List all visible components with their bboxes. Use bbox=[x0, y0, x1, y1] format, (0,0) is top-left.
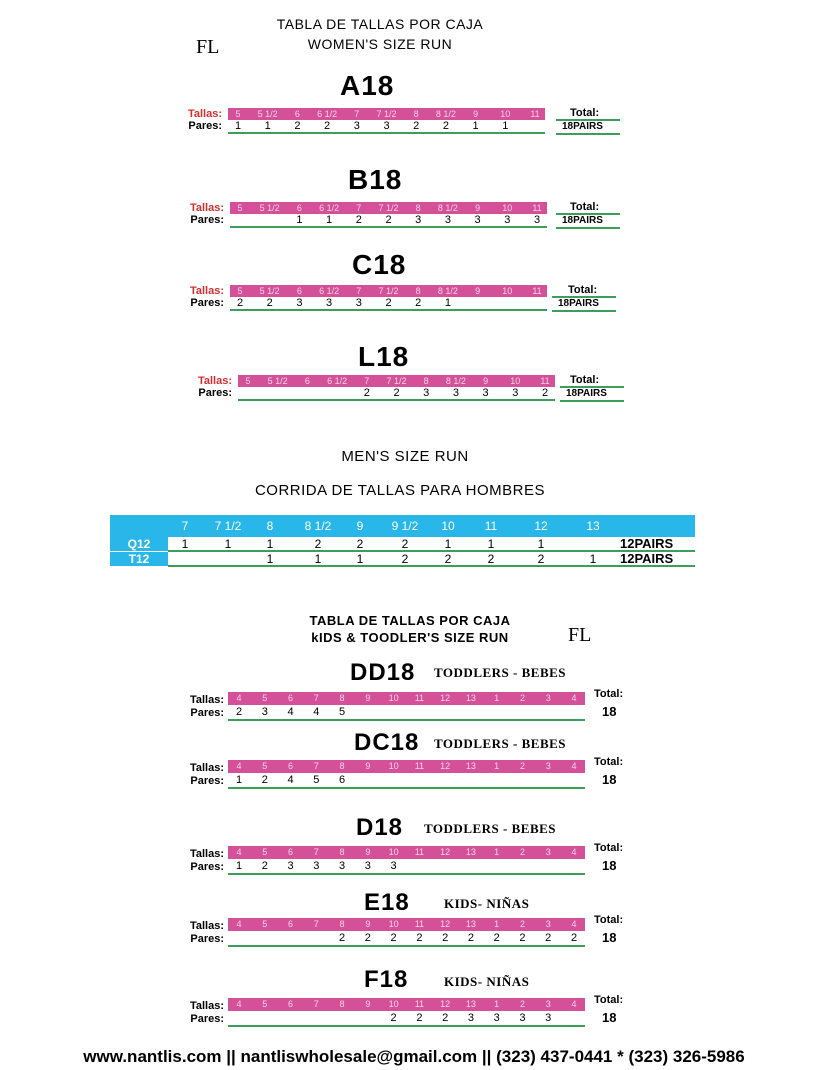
pair-count: 3 bbox=[482, 387, 489, 399]
pair-count: 3 bbox=[467, 1012, 474, 1024]
pair-count: 3 bbox=[353, 120, 360, 132]
size-cell: 2 bbox=[519, 693, 525, 703]
size-cell: 7 bbox=[356, 286, 362, 296]
pares-label: Pares: bbox=[198, 387, 232, 399]
pair-count: 1 bbox=[502, 120, 509, 132]
brand-logo-fl-kids: FL bbox=[568, 624, 592, 646]
size-cell: 7 bbox=[356, 203, 362, 213]
total-label: Total: bbox=[594, 842, 624, 854]
total-value: 18 bbox=[602, 930, 617, 945]
total-value: 18PAIRS bbox=[558, 298, 599, 309]
pares-label: Pares: bbox=[190, 861, 224, 873]
pair-count: 2 bbox=[385, 214, 392, 226]
size-run-code: D18 bbox=[356, 814, 404, 841]
pair-count: 2 bbox=[393, 387, 400, 399]
tallas-bar bbox=[228, 998, 585, 1011]
size-cell: 6 bbox=[296, 203, 302, 213]
pair-count: 2 bbox=[416, 932, 423, 944]
men-size-cell: 11 bbox=[484, 519, 498, 533]
size-cell: 3 bbox=[545, 693, 551, 703]
total-label: Total: bbox=[594, 756, 624, 768]
size-cell: 2 bbox=[519, 999, 525, 1009]
size-cell: 4 bbox=[571, 847, 577, 857]
size-cell: 6 1/2 bbox=[317, 109, 338, 119]
size-cell: 9 bbox=[365, 999, 371, 1009]
pares-label: Pares: bbox=[190, 707, 224, 719]
men-size-cell: 10 bbox=[441, 519, 455, 533]
pair-count: 2 bbox=[235, 706, 243, 718]
size-cell: 8 bbox=[339, 761, 345, 771]
pair-count: 4 bbox=[287, 774, 294, 786]
size-cell: 5 bbox=[237, 203, 243, 213]
size-run-code: DC18 bbox=[354, 729, 420, 756]
size-cell: 11 bbox=[414, 693, 425, 703]
pair-count: 4 bbox=[313, 706, 320, 718]
size-run-category: KIDS- NIÑAS bbox=[444, 896, 530, 911]
size-cell: 5 1/2 bbox=[259, 203, 280, 213]
pair-count: 2 bbox=[390, 1012, 397, 1024]
tallas-label: Tallas: bbox=[187, 108, 222, 120]
pair-count: 3 bbox=[383, 120, 390, 132]
pair-count: 3 bbox=[287, 860, 294, 872]
pair-count: 1 bbox=[234, 120, 242, 132]
pares-label: Pares: bbox=[190, 214, 224, 226]
men-pair-count: 1 bbox=[537, 537, 545, 551]
total-underline bbox=[552, 310, 616, 312]
total-value: 18PAIRS bbox=[562, 121, 603, 132]
men-pair-count: 2 bbox=[401, 537, 409, 551]
kids-title-es: TABLA DE TALLAS POR CAJA bbox=[309, 613, 511, 628]
pair-count: 2 bbox=[519, 932, 526, 944]
size-cell: 8 1/2 bbox=[437, 286, 458, 296]
size-cell: 5 bbox=[262, 847, 268, 857]
total-label: Total: bbox=[570, 201, 600, 213]
tallas-label: Tallas: bbox=[197, 375, 232, 387]
pair-count: 5 bbox=[313, 774, 320, 786]
men-row-line bbox=[168, 565, 695, 567]
tallas-bar bbox=[238, 375, 555, 387]
men-pair-count: 1 bbox=[444, 537, 452, 551]
brand-logo-fl: FL bbox=[196, 36, 220, 58]
pair-count: 3 bbox=[444, 214, 451, 226]
pair-count: 2 bbox=[236, 297, 244, 309]
men-pair-count: 1 bbox=[589, 552, 597, 566]
pair-count: 2 bbox=[545, 932, 552, 944]
women-title-en: WOMEN'S SIZE RUN bbox=[307, 36, 453, 52]
size-cell: 4 bbox=[236, 999, 242, 1009]
size-cell: 1 bbox=[494, 847, 500, 857]
total-label: Total: bbox=[594, 994, 624, 1006]
pair-count: 3 bbox=[519, 1012, 526, 1024]
pair-count: 2 bbox=[467, 932, 474, 944]
total-underline bbox=[556, 227, 620, 229]
men-title-es: CORRIDA DE TALLAS PARA HOMBRES bbox=[254, 482, 546, 499]
size-cell: 6 1/2 bbox=[327, 376, 348, 386]
pares-underline bbox=[228, 132, 545, 134]
size-cell: 6 bbox=[304, 376, 310, 386]
pair-count: 1 bbox=[472, 120, 479, 132]
tallas-label: Tallas: bbox=[189, 202, 224, 214]
men-run-code: T12 bbox=[110, 552, 168, 566]
size-cell: 12 bbox=[440, 693, 451, 703]
tallas-bar bbox=[230, 202, 547, 214]
men-size-cell: 13 bbox=[586, 519, 600, 533]
men-title-en: MEN'S SIZE RUN bbox=[341, 448, 469, 465]
size-cell: 10 bbox=[388, 847, 399, 857]
men-pair-count: 1 bbox=[181, 537, 189, 551]
men-size-cell: 8 1/2 bbox=[304, 519, 332, 533]
total-value: 18 bbox=[602, 772, 617, 787]
pair-count: 2 bbox=[266, 297, 273, 309]
men-pair-count: 1 bbox=[314, 552, 322, 566]
size-cell: 1 bbox=[494, 693, 500, 703]
tallas-bar bbox=[228, 692, 585, 705]
pares-label: Pares: bbox=[190, 297, 224, 309]
pair-count: 3 bbox=[512, 387, 519, 399]
size-cell: 5 bbox=[235, 109, 241, 119]
size-cell: 9 bbox=[483, 376, 489, 386]
tallas-label: Tallas: bbox=[189, 285, 224, 297]
size-cell: 12 bbox=[440, 919, 451, 929]
men-pair-count: 2 bbox=[314, 537, 322, 551]
tallas-label: Tallas: bbox=[189, 694, 224, 706]
pair-count: 3 bbox=[313, 860, 320, 872]
size-cell: 11 bbox=[532, 203, 542, 213]
men-run-code: Q12 bbox=[110, 537, 168, 551]
pair-count: 2 bbox=[416, 1012, 423, 1024]
size-cell: 8 bbox=[415, 203, 421, 213]
size-run-code: A18 bbox=[340, 70, 395, 101]
tallas-bar bbox=[228, 846, 585, 859]
size-cell: 8 1/2 bbox=[437, 203, 458, 213]
size-cell: 8 bbox=[413, 109, 419, 119]
men-pair-count: 2 bbox=[487, 552, 495, 566]
pares-label: Pares: bbox=[190, 775, 224, 787]
pair-count: 2 bbox=[364, 932, 371, 944]
size-cell: 8 bbox=[339, 847, 345, 857]
pares-underline bbox=[228, 873, 585, 875]
men-pair-count: 1 bbox=[266, 537, 274, 551]
size-cell: 3 bbox=[545, 919, 551, 929]
pair-count: 3 bbox=[533, 214, 541, 226]
total-value: 18 bbox=[602, 858, 617, 873]
pair-count: 1 bbox=[296, 214, 303, 226]
pair-count: 3 bbox=[390, 860, 397, 872]
pair-count: 3 bbox=[355, 297, 362, 309]
size-run-category: KIDS- NIÑAS bbox=[444, 974, 530, 989]
size-cell: 11 bbox=[532, 286, 542, 296]
men-size-cell: 8 bbox=[266, 519, 274, 533]
men-size-cell: 12 bbox=[534, 519, 548, 533]
pair-count: 3 bbox=[339, 860, 346, 872]
pair-count: 3 bbox=[504, 214, 511, 226]
size-cell: 8 bbox=[339, 919, 345, 929]
men-pair-count: 2 bbox=[356, 537, 364, 551]
men-size-cell: 7 bbox=[181, 519, 189, 533]
size-cell: 1 bbox=[494, 999, 500, 1009]
pair-count: 5 bbox=[339, 706, 346, 718]
pair-count: 2 bbox=[570, 932, 578, 944]
total-value: 18PAIRS bbox=[566, 388, 607, 399]
pares-underline bbox=[228, 719, 585, 721]
total-label: Total: bbox=[594, 688, 624, 700]
size-cell: 10 bbox=[388, 761, 399, 771]
pair-count: 3 bbox=[415, 214, 422, 226]
size-cell: 11 bbox=[414, 847, 425, 857]
total-underline bbox=[556, 133, 620, 135]
pares-underline bbox=[228, 787, 585, 789]
size-cell: 7 bbox=[313, 761, 319, 771]
pair-count: 3 bbox=[261, 706, 268, 718]
size-cell: 4 bbox=[236, 761, 242, 771]
size-cell: 6 bbox=[288, 999, 294, 1009]
size-run-code: L18 bbox=[358, 341, 410, 372]
size-cell: 9 bbox=[365, 693, 371, 703]
men-pair-count: 2 bbox=[444, 552, 452, 566]
size-cell: 5 bbox=[262, 693, 268, 703]
size-cell: 2 bbox=[519, 847, 525, 857]
pair-count: 1 bbox=[235, 774, 243, 786]
tallas-bar bbox=[228, 108, 545, 120]
total-label: Total: bbox=[568, 284, 598, 296]
size-cell: 8 bbox=[339, 999, 345, 1009]
tallas-label: Tallas: bbox=[189, 920, 224, 932]
footer-contact: www.nantlis.com || nantliswholesale@gmail.com || (323) 437-0441 * (323) 326-5986 bbox=[83, 1047, 745, 1066]
tallas-label: Tallas: bbox=[189, 762, 224, 774]
size-cell: 7 bbox=[364, 376, 370, 386]
size-cell: 9 bbox=[475, 286, 481, 296]
size-cell: 6 bbox=[296, 286, 302, 296]
pair-count: 2 bbox=[541, 387, 549, 399]
size-cell: 4 bbox=[571, 999, 577, 1009]
size-cell: 9 bbox=[473, 109, 479, 119]
size-cell: 13 bbox=[465, 761, 476, 771]
pair-count: 4 bbox=[287, 706, 294, 718]
tallas-bar bbox=[230, 285, 547, 297]
size-cell: 4 bbox=[571, 693, 577, 703]
size-cell: 6 bbox=[294, 109, 300, 119]
size-cell: 13 bbox=[465, 693, 476, 703]
pair-count: 3 bbox=[364, 860, 371, 872]
total-value: 18 bbox=[602, 704, 617, 719]
size-cell: 6 1/2 bbox=[319, 286, 340, 296]
pares-label: Pares: bbox=[190, 933, 224, 945]
men-total-value: 12PAIRS bbox=[620, 551, 674, 566]
size-cell: 2 bbox=[519, 761, 525, 771]
size-cell: 6 1/2 bbox=[319, 203, 340, 213]
size-cell: 1 bbox=[494, 761, 500, 771]
size-cell: 4 bbox=[236, 919, 242, 929]
size-cell: 12 bbox=[440, 761, 451, 771]
pares-underline bbox=[228, 1025, 585, 1027]
size-cell: 11 bbox=[414, 761, 425, 771]
size-cell: 10 bbox=[500, 109, 511, 119]
size-cell: 5 bbox=[245, 376, 251, 386]
men-size-header bbox=[110, 515, 695, 537]
size-cell: 10 bbox=[502, 286, 513, 296]
women-title-es: TABLA DE TALLAS POR CAJA bbox=[276, 16, 484, 32]
men-size-cell: 9 bbox=[356, 519, 364, 533]
pares-underline bbox=[230, 226, 547, 228]
size-cell: 8 1/2 bbox=[445, 376, 466, 386]
size-cell: 13 bbox=[465, 919, 476, 929]
size-cell: 7 1/2 bbox=[376, 109, 397, 119]
size-cell: 5 bbox=[262, 761, 268, 771]
pares-underline bbox=[230, 309, 547, 311]
pair-count: 1 bbox=[264, 120, 271, 132]
pair-count: 2 bbox=[442, 1012, 449, 1024]
tallas-bar bbox=[228, 918, 585, 931]
pair-count: 2 bbox=[415, 297, 422, 309]
tallas-bar bbox=[228, 760, 585, 773]
tallas-label: Tallas: bbox=[189, 848, 224, 860]
size-cell: 7 bbox=[354, 109, 360, 119]
men-size-cell: 7 1/2 bbox=[214, 519, 242, 533]
size-run-category: TODDLERS - BEBES bbox=[424, 821, 557, 836]
size-cell: 6 bbox=[288, 919, 294, 929]
pair-count: 3 bbox=[423, 387, 430, 399]
size-cell: 11 bbox=[540, 376, 550, 386]
men-size-cell: 9 1/2 bbox=[391, 519, 419, 533]
pair-count: 2 bbox=[493, 932, 500, 944]
pair-count: 1 bbox=[235, 860, 243, 872]
pair-count: 3 bbox=[452, 387, 459, 399]
size-cell: 9 bbox=[365, 761, 371, 771]
pair-count: 6 bbox=[339, 774, 346, 786]
men-pair-count: 2 bbox=[401, 552, 409, 566]
size-cell: 5 1/2 bbox=[259, 286, 280, 296]
pair-count: 2 bbox=[363, 387, 370, 399]
size-cell: 8 bbox=[339, 693, 345, 703]
size-run-code: B18 bbox=[348, 164, 403, 195]
size-cell: 3 bbox=[545, 761, 551, 771]
total-value: 18PAIRS bbox=[562, 215, 603, 226]
size-cell: 5 bbox=[262, 919, 268, 929]
size-cell: 4 bbox=[571, 919, 577, 929]
size-cell: 11 bbox=[414, 999, 425, 1009]
men-row-line bbox=[168, 550, 695, 552]
total-label: Total: bbox=[570, 107, 600, 119]
size-cell: 3 bbox=[545, 999, 551, 1009]
size-cell: 9 bbox=[365, 847, 371, 857]
size-cell: 13 bbox=[465, 847, 476, 857]
size-cell: 8 bbox=[415, 286, 421, 296]
size-cell: 7 bbox=[313, 999, 319, 1009]
size-cell: 7 1/2 bbox=[378, 286, 399, 296]
pair-count: 2 bbox=[355, 214, 362, 226]
size-cell: 7 bbox=[313, 919, 319, 929]
total-label: Total: bbox=[570, 374, 600, 386]
size-cell: 12 bbox=[440, 847, 451, 857]
pair-count: 3 bbox=[296, 297, 303, 309]
men-pair-count: 1 bbox=[266, 552, 274, 566]
pair-count: 1 bbox=[444, 297, 451, 309]
men-pair-count: 1 bbox=[356, 552, 364, 566]
size-cell: 10 bbox=[388, 693, 399, 703]
pair-count: 2 bbox=[442, 932, 449, 944]
total-value: 18 bbox=[602, 1010, 617, 1025]
size-cell: 10 bbox=[388, 919, 399, 929]
pares-label: Pares: bbox=[188, 120, 222, 132]
size-cell: 6 bbox=[288, 761, 294, 771]
pair-count: 2 bbox=[385, 297, 392, 309]
pair-count: 2 bbox=[390, 932, 397, 944]
size-cell: 10 bbox=[502, 203, 513, 213]
pair-count: 3 bbox=[545, 1012, 552, 1024]
size-cell: 4 bbox=[571, 761, 577, 771]
size-run-code: C18 bbox=[352, 249, 407, 280]
size-cell: 5 1/2 bbox=[257, 109, 278, 119]
pair-count: 2 bbox=[413, 120, 420, 132]
total-label: Total: bbox=[594, 914, 624, 926]
size-cell: 6 bbox=[288, 847, 294, 857]
men-pair-count: 2 bbox=[537, 552, 545, 566]
size-cell: 8 1/2 bbox=[435, 109, 456, 119]
size-cell: 1 bbox=[494, 919, 500, 929]
size-run-code: E18 bbox=[364, 889, 410, 916]
pair-count: 2 bbox=[261, 860, 268, 872]
size-cell: 2 bbox=[519, 919, 525, 929]
tallas-label: Tallas: bbox=[189, 1000, 224, 1012]
pair-count: 3 bbox=[493, 1012, 500, 1024]
size-cell: 10 bbox=[388, 999, 399, 1009]
size-cell: 4 bbox=[236, 847, 242, 857]
pair-count: 1 bbox=[326, 214, 333, 226]
size-cell: 12 bbox=[440, 999, 451, 1009]
size-cell: 5 bbox=[262, 999, 268, 1009]
size-cell: 11 bbox=[414, 919, 425, 929]
pair-count: 2 bbox=[294, 120, 301, 132]
size-cell: 5 bbox=[237, 286, 243, 296]
size-cell: 7 1/2 bbox=[386, 376, 407, 386]
pares-label: Pares: bbox=[190, 1013, 224, 1025]
total-underline bbox=[560, 400, 624, 402]
men-total-value: 12PAIRS bbox=[620, 536, 674, 551]
size-cell: 9 bbox=[365, 919, 371, 929]
pair-count: 2 bbox=[324, 120, 331, 132]
size-cell: 7 bbox=[313, 847, 319, 857]
size-cell: 10 bbox=[510, 376, 521, 386]
size-cell: 9 bbox=[475, 203, 481, 213]
pair-count: 3 bbox=[326, 297, 333, 309]
size-cell: 11 bbox=[530, 109, 540, 119]
size-run-category: TODDLERS - BEBES bbox=[434, 736, 567, 751]
size-run-code: F18 bbox=[364, 966, 409, 993]
size-cell: 8 bbox=[423, 376, 429, 386]
size-cell: 4 bbox=[236, 693, 242, 703]
size-cell: 3 bbox=[545, 847, 551, 857]
pares-underline bbox=[228, 945, 585, 947]
size-cell: 7 1/2 bbox=[378, 203, 399, 213]
size-run-code: DD18 bbox=[350, 659, 416, 686]
pair-count: 2 bbox=[442, 120, 449, 132]
size-cell: 5 1/2 bbox=[267, 376, 288, 386]
pair-count: 2 bbox=[261, 774, 268, 786]
size-cell: 6 bbox=[288, 693, 294, 703]
pair-count: 2 bbox=[339, 932, 346, 944]
pares-underline bbox=[238, 399, 555, 401]
size-cell: 13 bbox=[465, 999, 476, 1009]
size-run-category: TODDLERS - BEBES bbox=[434, 665, 567, 680]
pair-count: 3 bbox=[474, 214, 481, 226]
kids-title-en: kIDS & TOODLER'S SIZE RUN bbox=[311, 630, 509, 645]
men-pair-count: 1 bbox=[224, 537, 232, 551]
size-cell: 7 bbox=[313, 693, 319, 703]
men-pair-count: 1 bbox=[487, 537, 495, 551]
